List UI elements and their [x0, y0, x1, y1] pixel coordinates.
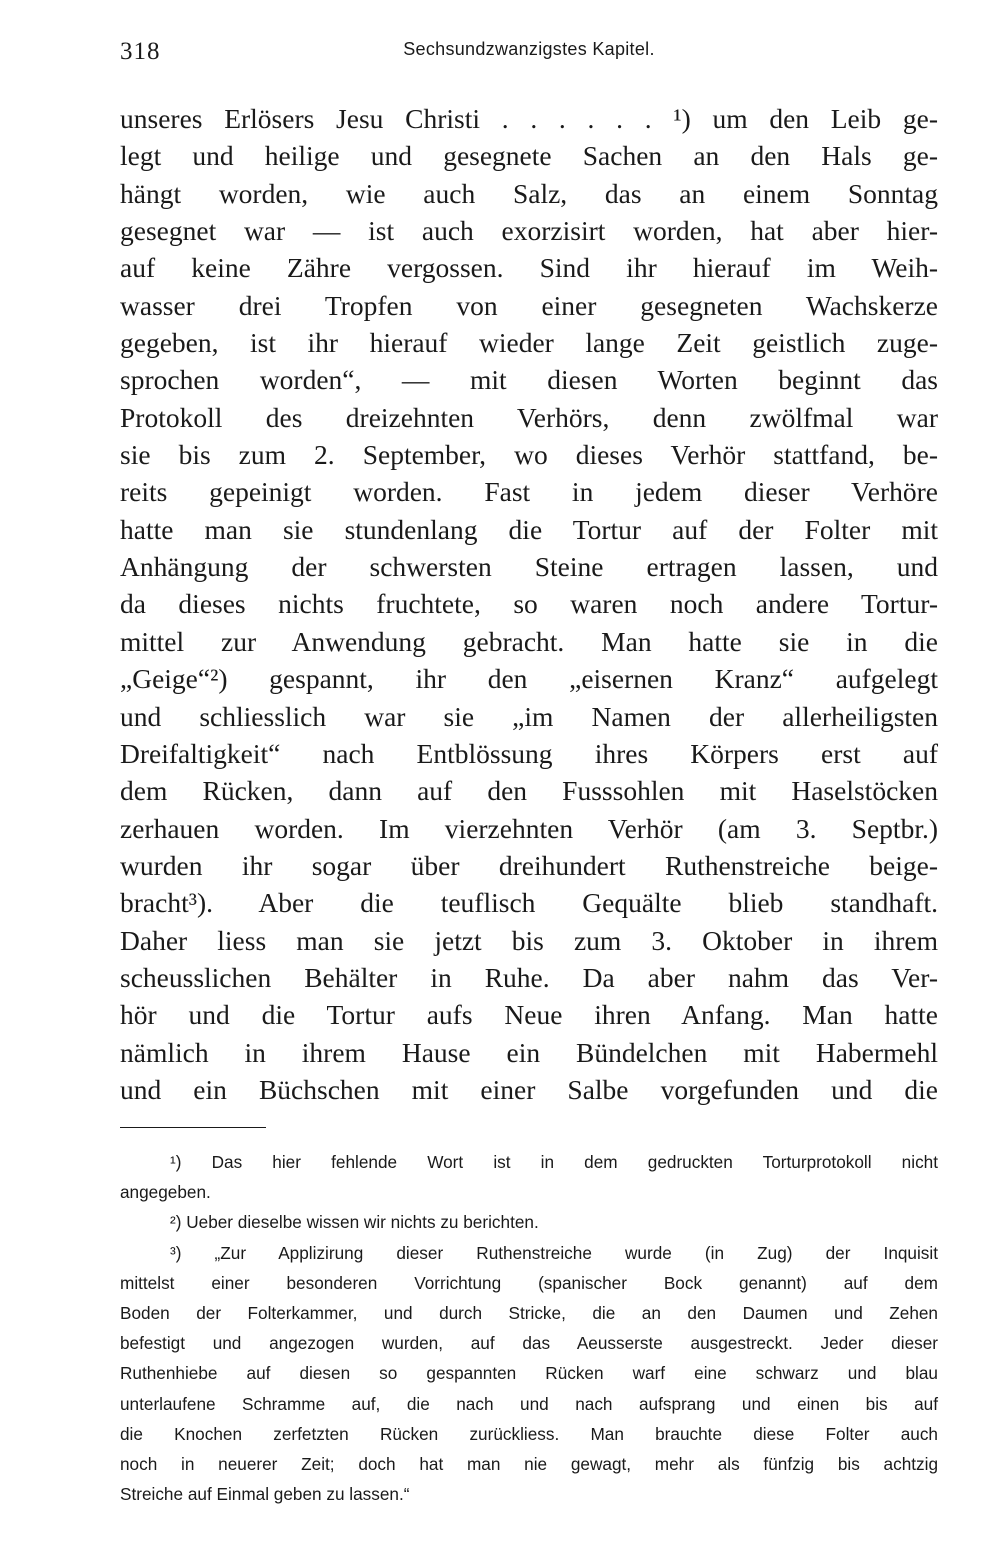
text-line: Daher liess man sie jetzt bis zum 3. Oktober in ihrem — [120, 924, 938, 956]
body-text — [120, 100, 938, 1108]
running-title: Sechsundzwanzigstes Kapitel. — [403, 39, 655, 59]
footnote-3-line: die Knochen zerfetzten Rücken zurückliess. Man brauchte diese Folter auch — [120, 1423, 938, 1444]
text-line: auf keine Zähre vergossen. Sind ihr hierauf im Weih- — [120, 252, 938, 284]
page-number: 318 — [120, 38, 161, 65]
footnote-3-line: ³) „Zur Applizirung dieser Ruthenstreiche wurde (in Zug) der Inquisit — [170, 1242, 938, 1263]
footnote-3-line: Streiche auf Einmal geben zu lassen.“ — [120, 1484, 410, 1505]
text-line: zerhauen worden. Im vierzehnten Verhör (am 3. Septbr.) — [120, 812, 938, 844]
text-line: da dieses nichts fruchtete, so waren noch andere Tortur- — [120, 588, 938, 620]
text-line: unseres Erlösers Jesu Christi . . . . . . ¹) um den Leib ge- — [120, 103, 938, 134]
text-line: wurden ihr sogar über dreihundert Ruthenstreiche beige- — [120, 849, 938, 881]
text-line: Protokoll des dreizehnten Verhörs, denn zwölfmal war — [120, 401, 938, 433]
footnote-3-line: Ruthenhiebe auf diesen so gespannten Rücken warf eine schwarz und blau — [120, 1363, 938, 1384]
footnote-1-line: ¹) Das hier fehlende Wort ist in dem gedruckten Torturprotokoll nicht — [170, 1152, 938, 1172]
footnotes — [120, 1147, 938, 1509]
text-line: reits gepeinigt worden. Fast in jedem dieser Verhöre — [120, 476, 938, 508]
footnote-3-line: mittelst einer besonderen Vorrichtung (spanischer Bock genannt) auf dem — [120, 1272, 938, 1293]
text-line: scheusslichen Behälter in Ruhe. Da aber nahm das Ver- — [120, 961, 938, 993]
text-line: sie bis zum 2. September, wo dieses Verhör stattfand, be- — [120, 439, 938, 471]
text-line: hatte man sie stundenlang die Tortur auf der Folter mit — [120, 513, 938, 545]
text-line: „Geige“²) gespannt, ihr den „eisernen Kranz“ aufgelegt — [120, 663, 938, 695]
text-line: dem Rücken, dann auf den Fusssohlen mit Haselstöcken — [120, 775, 938, 807]
text-line: wasser drei Tropfen von einer gesegneten Wachskerze — [120, 289, 938, 321]
text-line: nämlich in ihrem Hause ein Bündelchen mit Habermehl — [120, 1036, 938, 1068]
text-line: hängt worden, wie auch Salz, das an einem Sonntag — [120, 177, 938, 209]
text-line: gegeben, ist ihr hierauf wieder lange Zeit geistlich zuge- — [120, 327, 938, 359]
text-line: legt und heilige und gesegnete Sachen an den Hals ge- — [120, 140, 938, 172]
footnote-3-line: noch in neuerer Zeit; doch hat man nie gewagt, mehr als fünfzig bis achtzig — [120, 1453, 938, 1474]
text-line: Anhängung der schwersten Steine ertragen lassen, und — [120, 551, 938, 583]
footnote-3-line: Boden der Folterkammer, und durch Stricke, die an den Daumen und Zehen — [120, 1302, 938, 1323]
footnote-1-line: angegeben. — [120, 1182, 211, 1203]
text-line: und schliesslich war sie „im Namen der allerheiligsten — [120, 700, 938, 732]
text-line: bracht³). Aber die teuflisch Gequälte blieb standhaft. — [120, 887, 938, 919]
footnote-3-line: unterlaufene Schramme auf, die nach und nach aufsprang und einen bis auf — [120, 1393, 938, 1414]
footnote-separator — [120, 1127, 266, 1128]
text-line: gesegnet war — ist auch exorzisirt worden, hat aber hier- — [120, 215, 938, 247]
text-line: Dreifaltigkeit“ nach Entblössung ihres Körpers erst auf — [120, 737, 938, 769]
text-line: sprochen worden“, — mit diesen Worten beginnt das — [120, 364, 938, 396]
text-line: hör und die Tortur aufs Neue ihren Anfang. Man hatte — [120, 999, 938, 1031]
page-header — [120, 30, 938, 70]
text-line: und ein Büchschen mit einer Salbe vorgefunden und die — [120, 1073, 938, 1105]
text-line: mittel zur Anwendung gebracht. Man hatte sie in die — [120, 625, 938, 657]
footnote-2: ²) Ueber dieselbe wissen wir nichts zu berichten. — [170, 1212, 539, 1233]
footnote-3-line: befestigt und angezogen wurden, auf das Aeusserste ausgestreckt. Jeder dieser — [120, 1333, 938, 1354]
